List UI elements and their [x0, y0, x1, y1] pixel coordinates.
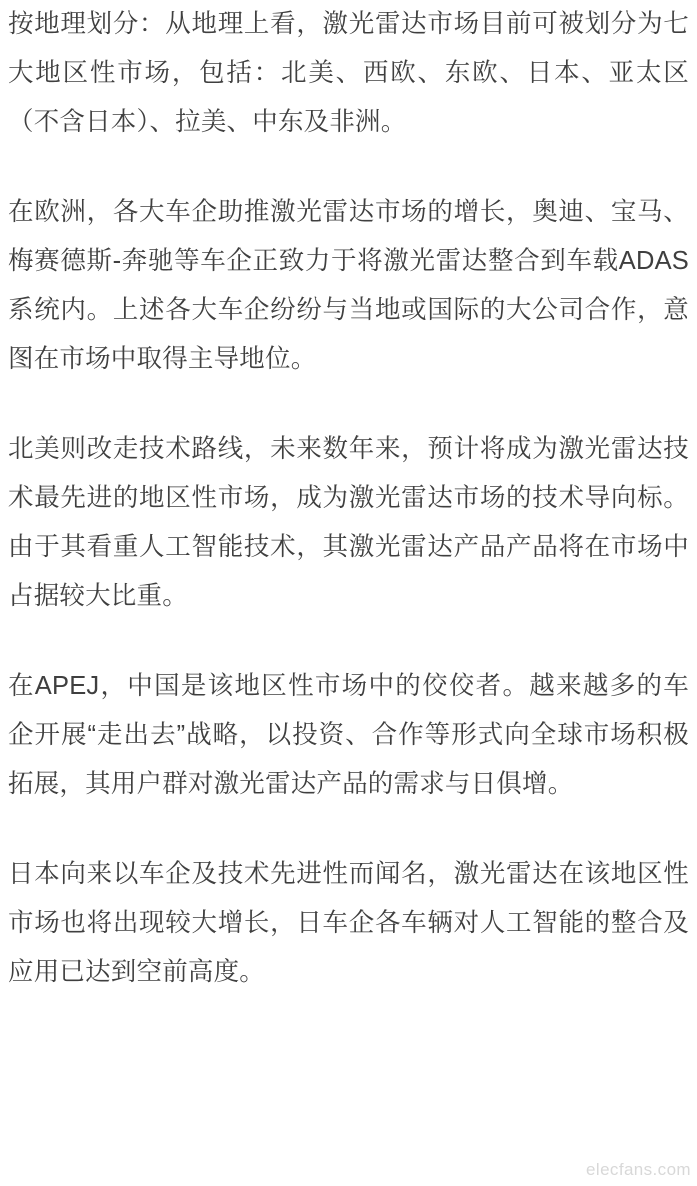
paragraph-3: 北美则改走技术路线，未来数年来，预计将成为激光雷达技术最先进的地区性市场，成为激光雷达市场的技术导向标。由于其看重人工智能技术，其激光雷达产品产品将在市场中占据较大比重。	[8, 435, 689, 610]
paragraph-1: 按地理划分：从地理上看，激光雷达市场目前可被划分为七大地区性市场，包括：北美、西欧、东欧、日本、亚太区（不含日本）、拉美、中东及非洲。	[8, 10, 689, 136]
paragraph-5: 日本向来以车企及技术先进性而闻名，激光雷达在该地区性市场也将出现较大增长，日车企各车辆对人工智能的整合及应用已达到空前高度。	[8, 860, 689, 986]
paragraph-4: 在APEJ，中国是该地区性市场中的佼佼者。越来越多的车企开展“走出去”战略，以投资、合作等形式向全球市场积极拓展，其用户群对激光雷达产品的需求与日俱增。	[8, 672, 689, 798]
paragraph-2: 在欧洲，各大车企助推激光雷达市场的增长，奥迪、宝马、梅赛德斯-奔驰等车企正致力于将激光雷达整合到车载ADAS系统内。上述各大车企纷纷与当地或国际的大公司合作，意图在市场中取得主导地位。	[8, 198, 689, 373]
site-watermark: elecfans.com	[586, 1160, 691, 1179]
